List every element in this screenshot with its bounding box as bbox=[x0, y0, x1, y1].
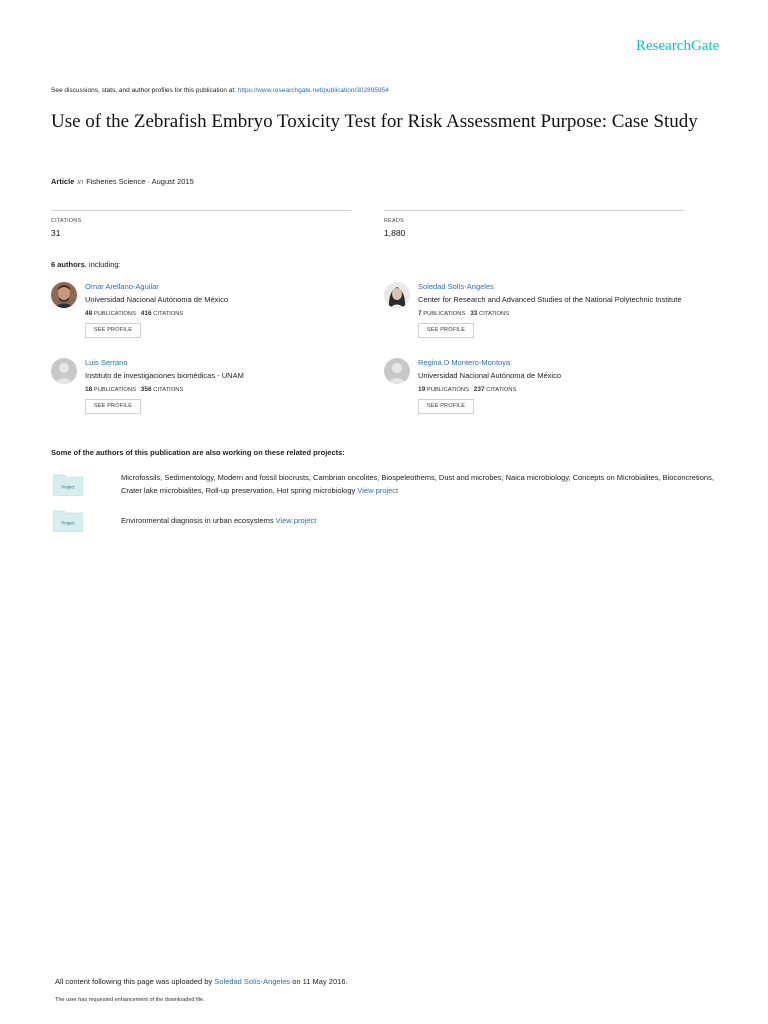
author-name-link[interactable]: Luis Serrano bbox=[85, 358, 128, 367]
author-citations-count: 33 bbox=[470, 310, 478, 317]
author-card bbox=[51, 358, 391, 420]
related-project-item bbox=[121, 515, 721, 528]
publication-title: Use of the Zebrafish Embryo Toxicity Test for Risk Assessment Purpose: Case Study bbox=[51, 111, 698, 132]
view-project-link[interactable]: View project bbox=[357, 485, 399, 495]
project-folder-icon[interactable] bbox=[53, 474, 83, 496]
author-citations-count: 416 bbox=[140, 310, 152, 317]
authors-suffix: , including: bbox=[84, 260, 121, 269]
citations-label: CITATIONS bbox=[153, 387, 184, 393]
citations-label: CITATIONS bbox=[51, 218, 82, 224]
author-name-link[interactable]: Soledad Solís-Angeles bbox=[418, 282, 494, 291]
author-citations-count: 237 bbox=[473, 386, 485, 393]
author-institution: Universidad Nacional Autónoma de México bbox=[85, 295, 228, 304]
author-stats bbox=[85, 310, 183, 317]
citations-label: CITATIONS bbox=[479, 311, 510, 317]
citations-label: CITATIONS bbox=[486, 387, 517, 393]
publication-meta bbox=[51, 177, 194, 186]
download-note: The user has requested enhancement of the downloaded file. bbox=[55, 997, 205, 1003]
reads-divider bbox=[384, 210, 684, 211]
author-card bbox=[384, 282, 724, 344]
default-avatar-icon bbox=[51, 358, 77, 384]
publication-venue: Fisheries Science · August 2015 bbox=[86, 177, 194, 186]
author-publications-count: 48 bbox=[85, 310, 93, 317]
see-profile-button[interactable]: SEE PROFILE bbox=[418, 399, 474, 414]
authors-count: 6 authors bbox=[51, 260, 85, 269]
author-avatar[interactable] bbox=[51, 358, 77, 384]
related-project-item bbox=[121, 472, 721, 497]
author-stats bbox=[418, 310, 509, 317]
publications-label: PUBLICATIONS bbox=[93, 387, 136, 393]
upload-suffix: on 11 May 2016. bbox=[290, 977, 348, 986]
author-name-link[interactable]: Omar Arellano-Aguilar bbox=[85, 282, 159, 291]
publication-type: Article bbox=[51, 177, 75, 186]
in-label: in bbox=[77, 177, 84, 186]
author-name-link[interactable]: Regina D Montero-Montoya bbox=[418, 358, 511, 367]
project-folder-icon[interactable] bbox=[53, 510, 83, 532]
see-profile-button[interactable]: SEE PROFILE bbox=[418, 323, 474, 338]
citations-label: CITATIONS bbox=[153, 311, 184, 317]
author-card bbox=[51, 282, 391, 344]
author-stats bbox=[418, 386, 516, 393]
publication-url-link[interactable]: https://www.researchgate.net/publication/302895954 bbox=[237, 87, 389, 94]
publications-label: PUBLICATIONS bbox=[93, 311, 136, 317]
project-icon-label: Project bbox=[61, 484, 75, 490]
see-profile-button[interactable]: SEE PROFILE bbox=[85, 399, 141, 414]
author-citations-count: 356 bbox=[140, 386, 152, 393]
project-description: Microfossils, Sedimentology, Modern and fossil biocrusts, Cambrian oncolites, Biospeleothems, Dust and microbes, Naica microbiology, Concepts on Microbialites, Bioconcretions, Crater lake microbialites, Roll-up preservation, Hot spring microbiology bbox=[121, 473, 714, 495]
upload-notice bbox=[55, 977, 348, 986]
author-institution: Instituto de investigaciones biomédicas - UNAM bbox=[85, 371, 244, 380]
author-stats bbox=[85, 386, 183, 393]
publications-label: PUBLICATIONS bbox=[426, 387, 469, 393]
view-project-link[interactable]: View project bbox=[275, 516, 317, 525]
author-institution: Center for Research and Advanced Studies of the National Polytechnic Institute bbox=[418, 295, 682, 304]
project-icon-label: Project bbox=[61, 520, 75, 526]
intro-line bbox=[51, 87, 389, 94]
author-publications-count: 7 bbox=[418, 310, 422, 317]
author-publications-count: 19 bbox=[418, 386, 426, 393]
author-photo-icon bbox=[384, 282, 410, 308]
reads-label: READS bbox=[384, 218, 404, 224]
author-avatar[interactable] bbox=[384, 358, 410, 384]
citations-divider bbox=[51, 210, 351, 211]
author-institution: Universidad Nacional Autónoma de México bbox=[418, 371, 561, 380]
author-avatar[interactable] bbox=[384, 282, 410, 308]
reads-value: 1,880 bbox=[384, 228, 406, 238]
author-card bbox=[384, 358, 724, 420]
default-avatar-icon bbox=[384, 358, 410, 384]
see-profile-button[interactable]: SEE PROFILE bbox=[85, 323, 141, 338]
uploader-link[interactable]: Soledad Solís-Angeles bbox=[214, 977, 291, 986]
author-publications-count: 18 bbox=[85, 386, 93, 393]
citations-value: 31 bbox=[51, 228, 61, 238]
intro-text: See discussions, stats, and author profiles for this publication at: bbox=[51, 87, 238, 94]
related-projects-heading: Some of the authors of this publication are also working on these related projects: bbox=[51, 448, 345, 457]
publications-label: PUBLICATIONS bbox=[423, 311, 466, 317]
author-photo-icon bbox=[51, 282, 77, 308]
upload-prefix: All content following this page was uploaded by bbox=[55, 977, 215, 986]
authors-heading bbox=[51, 260, 121, 269]
author-avatar[interactable] bbox=[51, 282, 77, 308]
researchgate-logo[interactable]: ResearchGate bbox=[636, 38, 720, 54]
project-description: Environmental diagnosis in urban ecosystems bbox=[121, 516, 274, 525]
